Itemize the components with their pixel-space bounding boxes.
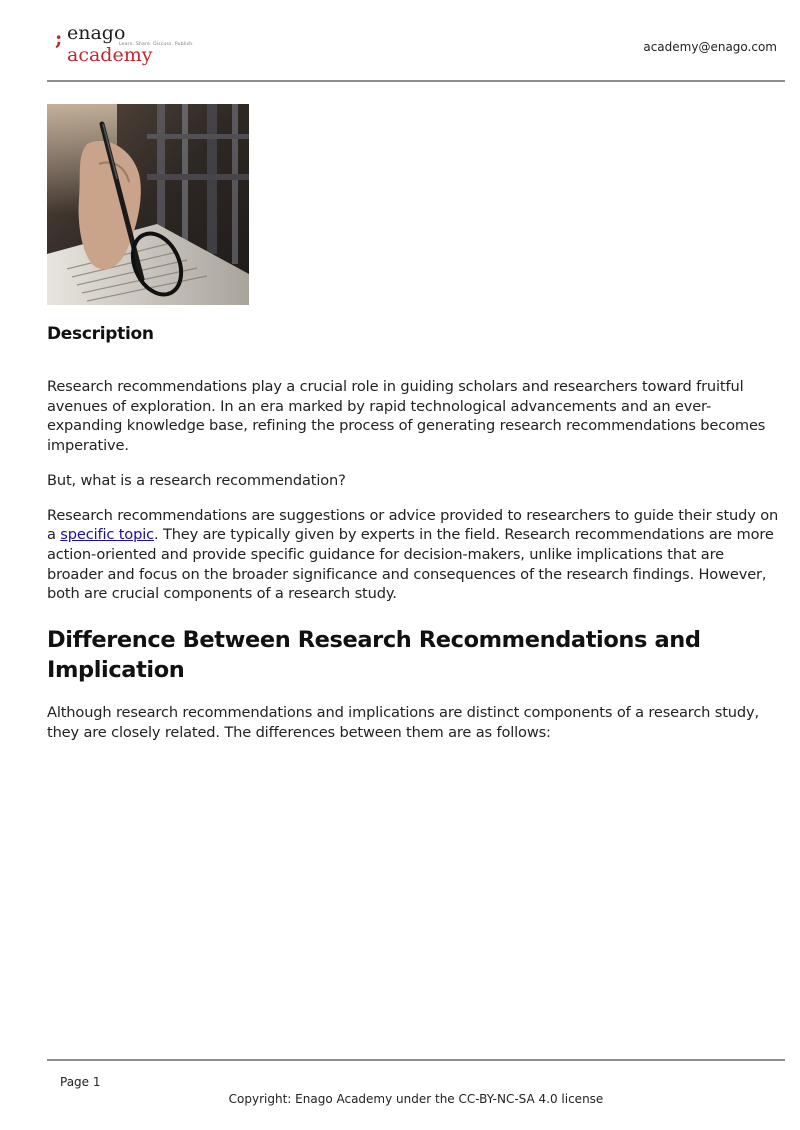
header-divider [47, 80, 785, 82]
enago-academy-logo[interactable] [55, 22, 215, 66]
paragraph-definition-start: Research recommendations are suggestions or advice provided to researchers to guide their study on a [47, 506, 779, 544]
page-number: Page 1 [60, 1075, 101, 1089]
paragraph-question: But, what is a research recommendation? [47, 471, 346, 489]
logo-mark: ; [55, 26, 61, 50]
logo-brand-enago: enago [67, 22, 126, 44]
footer-divider [47, 1059, 785, 1061]
article-hero-image [47, 104, 249, 305]
article-body [47, 324, 782, 757]
logo-tagline: Learn. Share. Discuss. Publish. [119, 42, 194, 47]
header-email: academy@enago.com [643, 40, 777, 54]
section-heading-difference: Difference Between Research Recommendations and Implication [47, 627, 701, 684]
specific-topic-link[interactable]: specific topic [60, 526, 154, 544]
copyright-notice: Copyright: Enago Academy under the CC-BY-NC-SA 4.0 license [228, 1092, 604, 1106]
paragraph-definition-end: . They are typically given by experts in the field. Research recommendations are more action-oriented and provide specific guidance for decision-makers, unlike implications that are broader and focus on the broader significance and consequences of the research findings. However, both are crucial components of a research study. [47, 526, 774, 603]
description-heading: Description [47, 324, 154, 344]
logo-brand-academy: academy [67, 44, 153, 66]
paragraph-differences-intro: Although research recommendations and implications are distinct components of a research study, they are closely related. The differences between them are as follows: [47, 704, 759, 741]
paragraph-definition [47, 506, 782, 605]
paragraph-intro: Research recommendations play a crucial role in guiding scholars and researchers toward fruitful avenues of exploration. In an era marked by rapid technological advancements and an ever-expanding knowledge base, refining the process of generating research recommendations becomes imperative. [47, 378, 766, 455]
